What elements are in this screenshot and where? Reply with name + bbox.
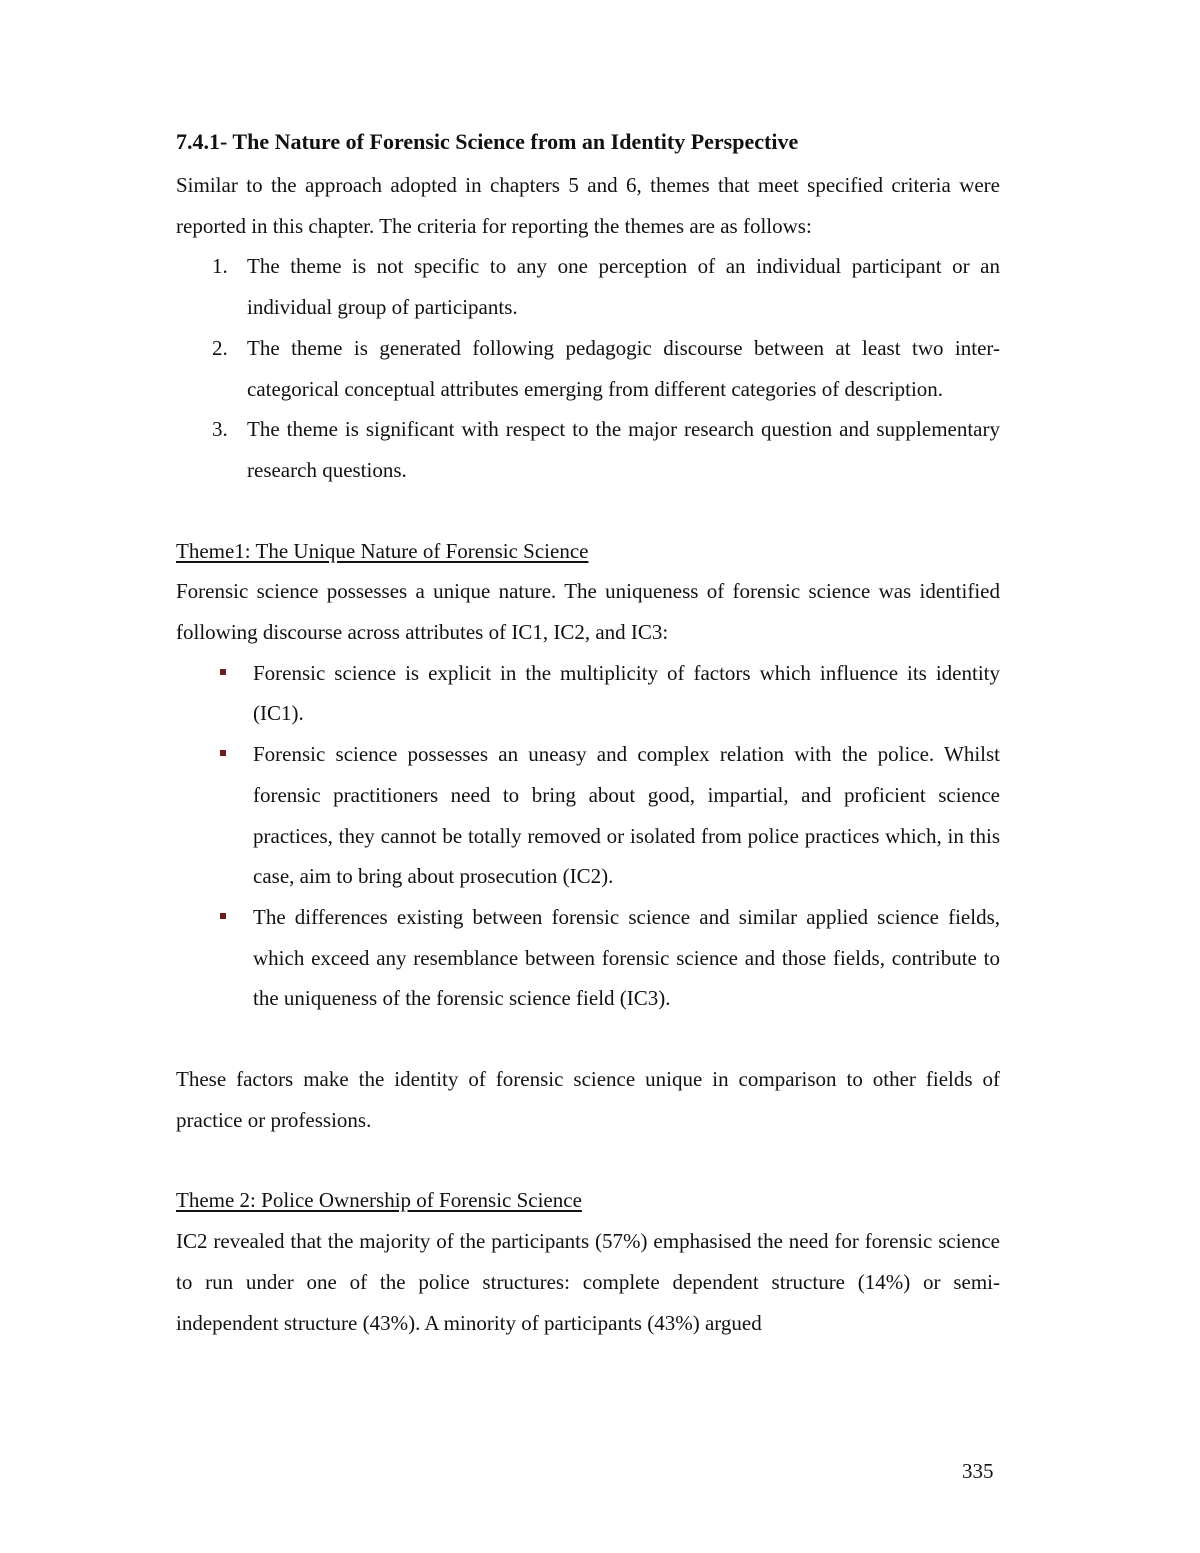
square-bullet-icon [220,913,226,919]
theme1-bullet-item [176,653,1000,734]
criteria-item [176,328,1000,409]
section-intro-paragraph: Similar to the approach adopted in chapters 5 and 6, themes that meet specified criteria were reported in this chapter. The criteria for reporting the themes are as follows: [176,173,1000,238]
theme1-bullet-list [176,653,1000,1019]
theme1-bullet-item [176,897,1000,1019]
square-bullet-icon [220,669,226,675]
bullet-text: Forensic science is explicit in the multiplicity of factors which influence its identity (IC1). [253,660,1000,726]
theme1-title: Theme1: The Unique Nature of Forensic Science [176,538,589,563]
criteria-text: The theme is significant with respect to the major research question and supplementary research questions. [247,417,1000,482]
section-heading: 7.4.1- The Nature of Forensic Science from an Identity Perspective [176,129,799,154]
theme1-intro-paragraph: Forensic science possesses a unique nature. The uniqueness of forensic science was identified following discourse across attributes of IC1, IC2, and IC3: [176,579,1000,645]
criteria-item [176,246,1000,327]
page-content [176,125,1000,1343]
criteria-list [176,246,1000,490]
theme1-conclusion-paragraph: These factors make the identity of forensic science unique in comparison to other fields of practice or professions. [176,1067,1000,1132]
theme2-body-paragraph: IC2 revealed that the majority of the participants (57%) emphasised the need for forensic science to run under one of the police structures: complete dependent structure (14%) or semi-independent structure (43%). A minority of participants (43%) argued [176,1229,1000,1335]
criteria-item [176,409,1000,490]
criteria-number: 3. [212,417,228,442]
bullet-text: The differences existing between forensic science and similar applied science fields, which exceed any resemblance between forensic science and those fields, contribute to the uniqueness of the forensic science field (IC3). [253,904,1000,1011]
bullet-text: Forensic science possesses an uneasy and complex relation with the police. Whilst forensic practitioners need to bring about good, impartial, and proficient science practices, they cannot be totally removed or isolated from police practices which, in this case, aim to bring about prosecution (IC2). [253,742,1000,889]
theme1-bullet-item [176,734,1000,897]
page-number: 335 [962,1459,994,1483]
paragraph-spacer [176,1019,1000,1059]
square-bullet-icon [220,750,226,756]
criteria-number: 1. [212,254,228,279]
criteria-number: 2. [212,335,228,360]
criteria-text: The theme is generated following pedagogic discourse between at least two inter-categorical conceptual attributes emerging from different categories of description. [247,335,1000,401]
criteria-text: The theme is not specific to any one perception of an individual participant or an individual group of participants. [247,254,1000,320]
theme2-title: Theme 2: Police Ownership of Forensic Science [176,1188,582,1213]
